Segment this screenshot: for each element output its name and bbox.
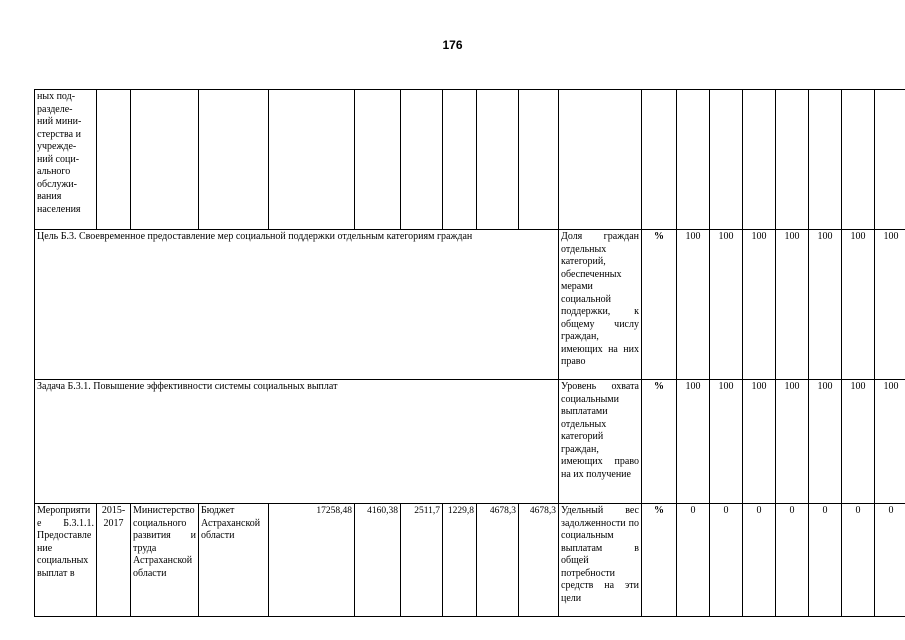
empty-cell xyxy=(443,90,477,230)
measure-period: 2015-2017 xyxy=(97,504,131,617)
goal-value: 100 xyxy=(809,230,842,380)
measure-name-continuation: ных под- разделе- ний мини- стерства и учрежде- ний соци- ального обслужи- вания населения xyxy=(35,90,97,230)
empty-cell xyxy=(97,90,131,230)
measure-value: 0 xyxy=(743,504,776,617)
task-unit: % xyxy=(642,380,677,504)
measure-value: 0 xyxy=(677,504,710,617)
task-value: 100 xyxy=(710,380,743,504)
measure-value: 0 xyxy=(875,504,905,617)
measure-name: Мероприятие Б.3.1.1. Предоставление социальных выплат в xyxy=(35,504,97,617)
measure-value: 0 xyxy=(776,504,809,617)
empty-cell xyxy=(677,90,710,230)
goal-value: 100 xyxy=(743,230,776,380)
measure-executor: Министерство социального развития и труда Астраханской области xyxy=(131,504,199,617)
goal-value: 100 xyxy=(842,230,875,380)
measure-funding-source: Бюджет Астраханской области xyxy=(199,504,269,617)
page-number: 176 xyxy=(442,38,463,52)
measure-value: 0 xyxy=(809,504,842,617)
empty-cell xyxy=(710,90,743,230)
empty-cell xyxy=(875,90,905,230)
goal-value: 100 xyxy=(776,230,809,380)
empty-cell xyxy=(519,90,559,230)
goal-value: 100 xyxy=(875,230,905,380)
task-value: 100 xyxy=(743,380,776,504)
measure-value: 0 xyxy=(710,504,743,617)
measure-indicator: Удельный вес задолженности по социальным выплатам в общей потребности средств на эти цели xyxy=(559,504,642,617)
empty-cell xyxy=(355,90,401,230)
table-row-continuation xyxy=(35,90,905,230)
table-row-goal xyxy=(35,230,905,380)
empty-cell xyxy=(401,90,443,230)
task-indicator: Уровень охвата социальными выплатами отдельных категорий граждан, имеющих право на их получение xyxy=(559,380,642,504)
measure-amount: 4160,38 xyxy=(355,504,401,617)
measure-amount-total: 17258,48 xyxy=(269,504,355,617)
empty-cell xyxy=(809,90,842,230)
empty-cell xyxy=(642,90,677,230)
measure-amount: 4678,3 xyxy=(519,504,559,617)
empty-cell xyxy=(131,90,199,230)
goal-unit: % xyxy=(642,230,677,380)
empty-cell xyxy=(269,90,355,230)
goal-indicator: Доля граждан отдельных категорий, обеспеченных мерами социальной поддержки, к общему числу граждан, имеющих на них право xyxy=(559,230,642,380)
goal-value: 100 xyxy=(710,230,743,380)
task-value: 100 xyxy=(809,380,842,504)
task-value: 100 xyxy=(842,380,875,504)
empty-cell xyxy=(559,90,642,230)
task-value: 100 xyxy=(677,380,710,504)
table-row-task xyxy=(35,380,905,504)
measure-amount: 1229,8 xyxy=(443,504,477,617)
measure-amount: 4678,3 xyxy=(477,504,519,617)
empty-cell xyxy=(842,90,875,230)
program-table xyxy=(34,89,905,617)
empty-cell xyxy=(477,90,519,230)
task-value: 100 xyxy=(776,380,809,504)
measure-amount: 2511,7 xyxy=(401,504,443,617)
goal-title: Цель Б.3. Своевременное предоставление мер социальной поддержки отдельным категориям граждан xyxy=(35,230,559,380)
task-title: Задача Б.3.1. Повышение эффективности системы социальных выплат xyxy=(35,380,559,504)
measure-value: 0 xyxy=(842,504,875,617)
empty-cell xyxy=(199,90,269,230)
task-value: 100 xyxy=(875,380,905,504)
empty-cell xyxy=(743,90,776,230)
empty-cell xyxy=(776,90,809,230)
measure-unit: % xyxy=(642,504,677,617)
table-row-measure xyxy=(35,504,905,617)
goal-value: 100 xyxy=(677,230,710,380)
